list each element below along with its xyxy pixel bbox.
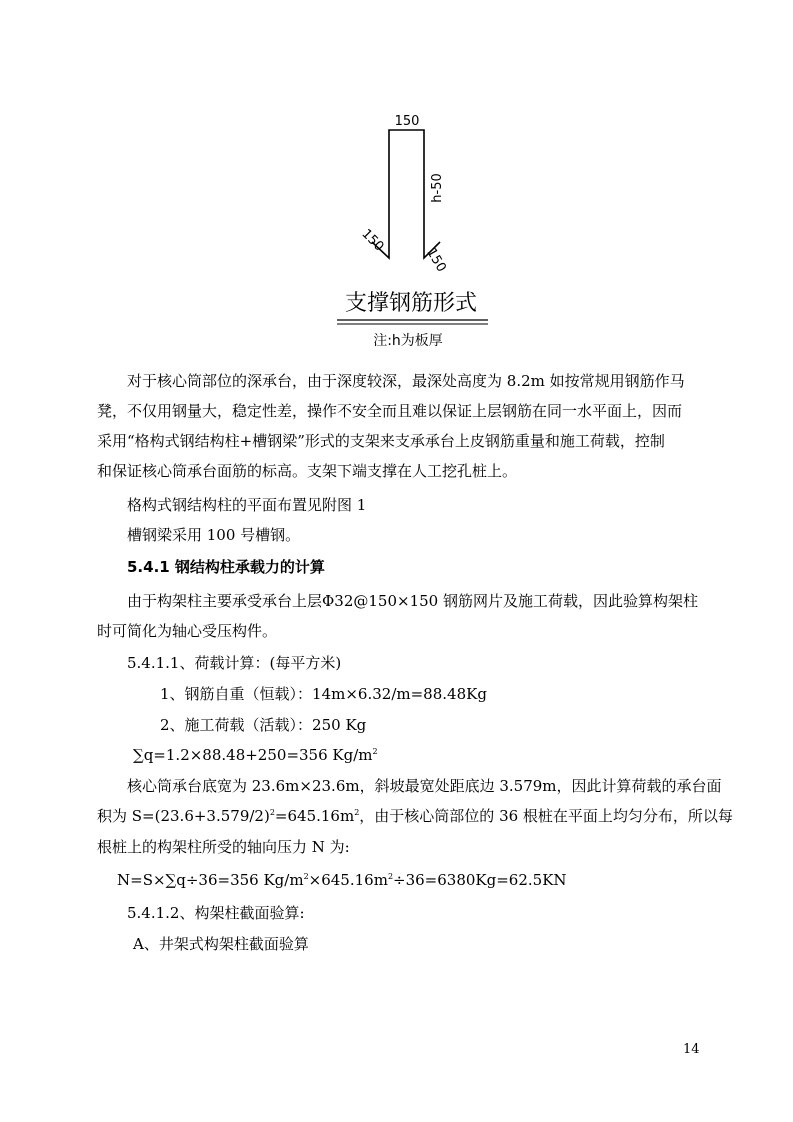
- sum-formula: [133, 745, 378, 765]
- para5-l2-part-a: 积为 S=(23.6+3.579/2): [97, 807, 270, 825]
- dim-right-foot-label: 150: [423, 245, 449, 275]
- para1-line2: 凳，不仅用钢量大，稳定性差，操作不安全而且难以保证上层钢筋在同一水平面上，因而: [97, 402, 683, 420]
- para2: 格构式钢结构柱的平面布置见附图 1: [127, 496, 367, 514]
- n-formula-sup-2: 2: [387, 872, 394, 881]
- dim-right-label: h-50: [430, 173, 445, 203]
- n-formula-part-c: ÷36=6380Kg=62.5KN: [393, 871, 567, 889]
- sum-formula-sup: 2: [372, 747, 378, 756]
- n-formula-part-a: N=S×∑q÷36=356 Kg/m: [117, 871, 304, 889]
- dim-left-foot-label: 150: [358, 226, 387, 255]
- para5-l2-sup-1: 2: [269, 808, 275, 817]
- dim-top-label: 150: [394, 114, 420, 129]
- para1-line4: 和保证核心筒承台面筋的标高。支架下端支撑在人工挖孔桩上。: [97, 462, 518, 480]
- para5-l2-part-b: =645.16m: [274, 807, 355, 825]
- subsection-section-check: 5.4.1.2、构架柱截面验算:: [127, 904, 305, 922]
- section-heading: 5.4.1 钢结构柱承载力的计算: [127, 558, 325, 576]
- figure-note: 注:h为板厚: [373, 333, 443, 349]
- para4-line2: 时可简化为轴心受压构件。: [97, 622, 278, 640]
- rebar-shape-diagram: [0, 0, 793, 360]
- n-formula-part-b: ×645.16m: [308, 871, 388, 889]
- para5-line2: [97, 806, 733, 826]
- figure-title: 支撑钢筋形式: [344, 291, 478, 316]
- page-number: 14: [683, 1042, 700, 1057]
- subsection-a: A、井架式构架柱截面验算: [133, 935, 309, 953]
- n-formula-sup-1: 2: [303, 872, 309, 881]
- para4-line1: 由于构架柱主要承受承台上层Φ32@150×150 钢筋网片及施工荷载，因此验算构架柱: [127, 592, 698, 610]
- para5-l2-sup-2: 2: [354, 808, 360, 817]
- para5-l2-part-c: ，由于核心筒部位的 36 根桩在平面上均匀分布，所以每: [359, 807, 733, 825]
- para5-line3: 根桩上的构架柱所受的轴向压力 N 为:: [97, 838, 350, 856]
- load-item-1: 1、钢筋自重（恒载）：14m×6.32/m=88.48Kg: [160, 685, 487, 703]
- para1-line1: 对于核心筒部位的深承台，由于深度较深，最深处高度为 8.2m 如按常规用钢筋作马: [127, 372, 685, 390]
- sum-formula-text: ∑q=1.2×88.48+250=356 Kg/m: [133, 746, 373, 764]
- para5-line1: 核心筒承台底宽为 23.6m×23.6m，斜坡最宽处距底边 3.579m，因此计算荷载的承台面: [127, 777, 722, 795]
- para3: 槽钢梁采用 100 号槽钢。: [127, 526, 301, 544]
- load-item-2: 2、施工荷载（活载）：250 Kg: [160, 716, 367, 734]
- axial-force-formula: [117, 870, 567, 890]
- para1-line3: 采用“格构式钢结构柱+槽钢梁”形式的支架来支承承台上皮钢筋重量和施工荷载，控制: [97, 432, 665, 450]
- subsection-load-calc: 5.4.1.1、荷载计算：(每平方米): [127, 654, 342, 672]
